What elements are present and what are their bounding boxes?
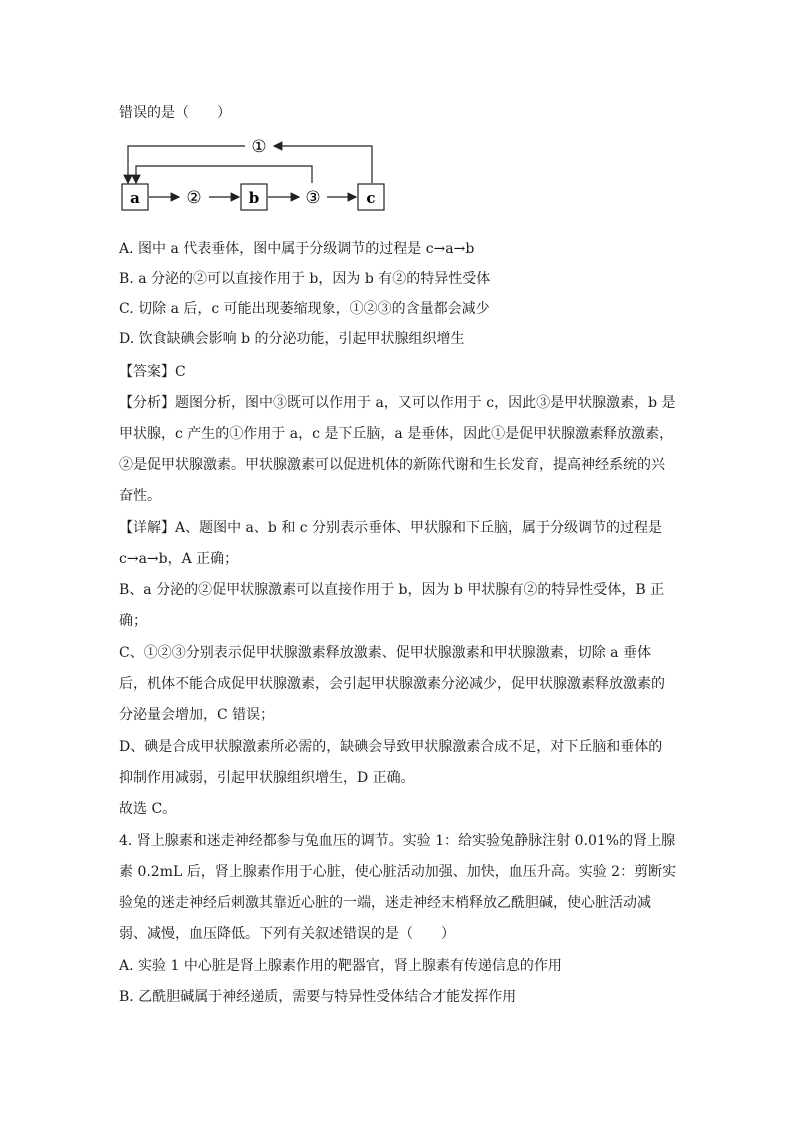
marker-1: ① (251, 137, 267, 157)
svg-text:a: a (130, 189, 140, 207)
explanation-line: C、①②③分别表示促甲状腺激素释放激素、促甲状腺激素和甲状腺激素，切除 a 垂体 (119, 645, 651, 661)
explanation-line: c→a→b，A 正确； (119, 551, 239, 567)
analysis-line: ②是促甲状腺激素。甲状腺激素可以促进机体的新陈代谢和生长发育，提高神经系统的兴 (119, 457, 665, 473)
explanation-line: 【详解】A、题图中 a、b 和 c 分别表示垂体、甲状腺和下丘脑，属于分级调节的过程是 (119, 520, 663, 536)
answer: 【答案】C (119, 364, 186, 380)
analysis-line: 甲状腺，c 产生的①作用于 a，c 是下丘脑，a 是垂体，因此①是促甲状腺激素释放激素， (119, 426, 674, 442)
explanation-line: 抑制作用减弱，引起甲状腺组织增生，D 正确。 (119, 770, 415, 786)
arrow-3-to-a (136, 166, 312, 183)
svg-text:c: c (366, 189, 376, 207)
question-4-option-b: B. 乙酰胆碱属于神经递质，需要与特异性受体结合才能发挥作用 (119, 989, 517, 1005)
question-4-line: 弱、减慢，血压降低。下列有关叙述错误的是（ ） (119, 926, 455, 942)
explanation-line: D、碘是合成甲状腺激素所必需的，缺碘会导致甲状腺激素合成不足，对下丘脑和垂体的 (119, 739, 663, 755)
arrow-c-to-1 (274, 146, 372, 183)
node-a (122, 184, 148, 210)
option-d: D. 饮食缺碘会影响 b 的分泌功能，引起甲状腺组织增生 (119, 331, 465, 347)
option-a: A. 图中 a 代表垂体，图中属于分级调节的过程是 c→a→b (119, 241, 475, 257)
option-c: C. 切除 a 后，c 可能出现萎缩现象，①②③的含量都会减少 (119, 301, 490, 317)
analysis-line: 【分析】题图分析，图中③既可以作用于 a，又可以作用于 c，因此③是甲状腺激素，b 是 (119, 395, 676, 411)
question-4-option-a: A. 实验 1 中心脏是肾上腺素作用的靶器官，肾上腺素有传递信息的作用 (119, 958, 562, 974)
question-4-line: 素 0.2mL 后，肾上腺素作用于心脏，使心脏活动加强、加快，血压升高。实验 2：剪断实 (119, 864, 677, 880)
conclusion: 故选 C。 (119, 801, 177, 817)
marker-2: ② (186, 188, 202, 208)
marker-3: ③ (305, 188, 321, 208)
svg-text:b: b (248, 189, 260, 207)
node-b (241, 184, 267, 210)
explanation-line: 分泌量会增加，C 错误； (119, 707, 275, 723)
regulation-diagram (119, 130, 399, 225)
explanation-line: 确； (119, 613, 147, 629)
option-b: B. a 分泌的②可以直接作用于 b，因为 b 有②的特异性受体 (119, 271, 491, 287)
question-4-line: 验兔的迷走神经后刺激其靠近心脏的一端，迷走神经末梢释放乙酰胆碱，使心脏活动减 (119, 895, 651, 911)
explanation-line: B、a 分泌的②促甲状腺激素可以直接作用于 b，因为 b 甲状腺有②的特异性受体，B 正 (119, 582, 665, 598)
question-stem: 错误的是（ ） (119, 105, 231, 121)
explanation-line: 后，机体不能合成促甲状腺激素，会引起甲状腺激素分泌减少，促甲状腺激素释放激素的 (119, 676, 665, 692)
analysis-line: 奋性。 (119, 488, 161, 504)
node-c (358, 184, 384, 210)
arrow-1-to-a (128, 146, 245, 183)
question-4-line: 4. 肾上腺素和迷走神经都参与兔血压的调节。实验 1：给实验兔静脉注射 0.01%的肾上腺 (119, 833, 676, 849)
